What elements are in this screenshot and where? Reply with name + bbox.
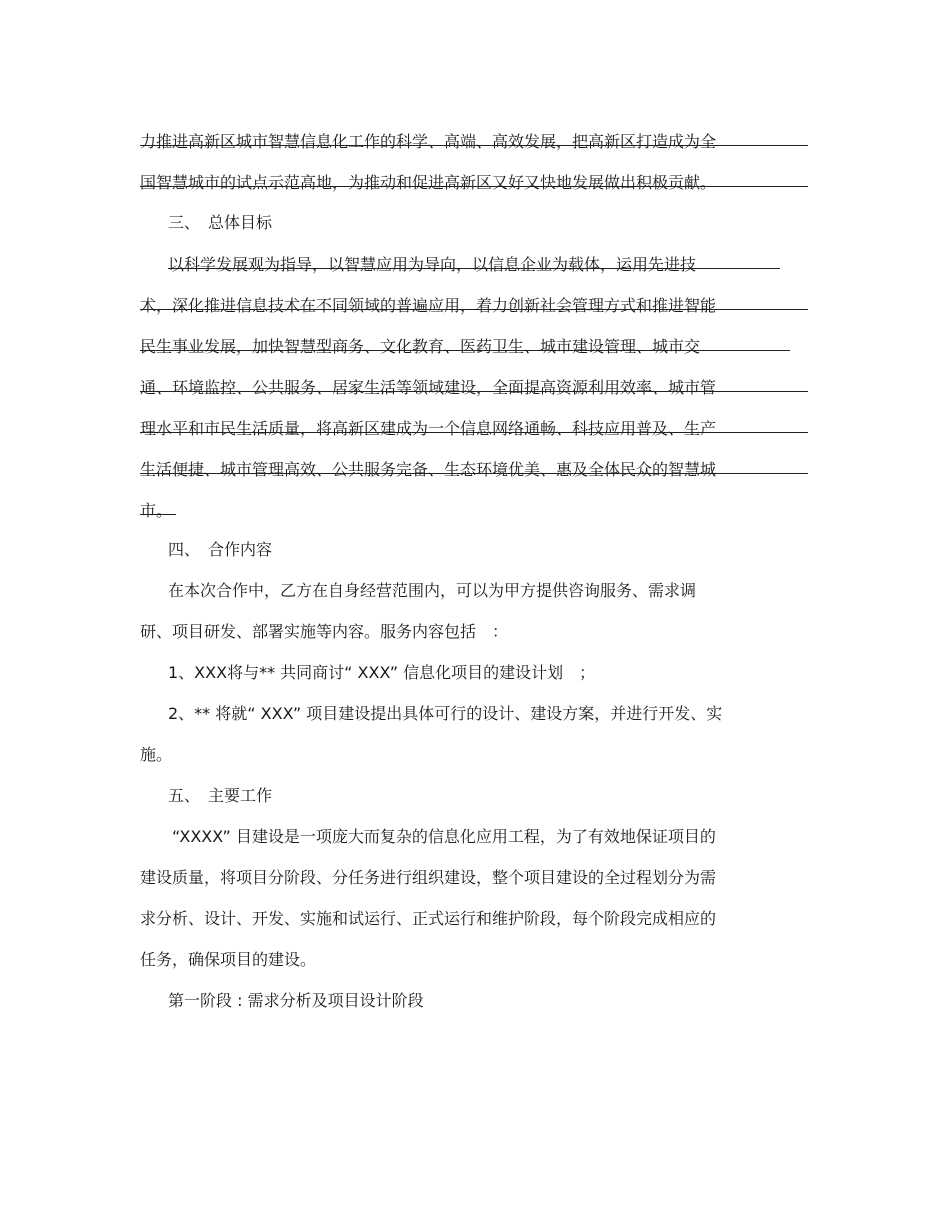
text-line: 力推进高新区城市智慧信息化工作的科学、高端、高效发展，把高新区打造成为全 [140, 132, 717, 151]
section-heading: 四、 合作内容 [168, 540, 273, 559]
text-line: 任务，确保项目的建设。 [140, 950, 317, 969]
text-line: 建设质量，将项目分阶段、分任务进行组织建设，整个项目建设的全过程划分为需 [140, 868, 717, 887]
subsection-heading: 第一阶段 : 需求分析及项目设计阶段 [168, 991, 424, 1010]
section-heading: 三、 总体目标 [168, 213, 273, 232]
strikethrough-line [140, 145, 808, 146]
strikethrough-line [140, 391, 808, 392]
strikethrough-line [140, 309, 808, 310]
text-line: 术，深化推进信息技术在不同领域的普遍应用，着力创新社会管理方式和推进智能 [140, 296, 717, 315]
list-item: 1、XXX将与** 共同商讨“ XXX” 信息化项目的建设计划 ； [168, 663, 596, 682]
text-line: 通、环境监控、公共服务、居家生活等领域建设，全面提高资源利用效率、城市管 [140, 378, 717, 397]
text-line: 生活便捷、城市管理高效、公共服务完备、生态环境优美、惠及全体民众的智慧城 [140, 460, 717, 479]
text-line: 求分析、设计、开发、实施和试运行、正式运行和维护阶段，每个阶段完成相应的 [140, 909, 717, 928]
strikethrough-line [140, 186, 808, 187]
text-line: 施。 [140, 745, 173, 764]
strikethrough-line [140, 432, 808, 433]
text-line: “XXXX” 目建设是一项庞大而复杂的信息化应用工程，为了有效地保证项目的 [172, 827, 716, 846]
text-line: 在本次合作中，乙方在自身经营范围内，可以为甲方提供咨询服务、需求调 [168, 581, 697, 600]
text-line: 研、项目研发、部署实施等内容。服务内容包括 ： [140, 622, 509, 641]
strikethrough-line [140, 514, 176, 515]
section-heading: 五、 主要工作 [168, 786, 273, 805]
strikethrough-line [140, 350, 790, 351]
text-line: 国智慧城市的试点示范高地，为推动和促进高新区又好又快地发展做出积极贡献。 [140, 173, 717, 192]
text-line: 市。 [140, 501, 173, 520]
strikethrough-line [140, 473, 808, 474]
text-line: 理水平和市民生活质量，将高新区建成为一个信息网络通畅、科技应用普及、生产 [140, 419, 717, 438]
text-line: 民生事业发展，加快智慧型商务、文化教育、医药卫生、城市建设管理、城市交 [140, 337, 701, 356]
list-item: 2、** 将就“ XXX” 项目建设提出具体可行的设计、建设方案，并进行开发、实 [168, 704, 723, 723]
strikethrough-line [168, 268, 780, 269]
text-line: 以科学发展观为指导，以智慧应用为导向，以信息企业为载体，运用先进技 [168, 255, 697, 274]
